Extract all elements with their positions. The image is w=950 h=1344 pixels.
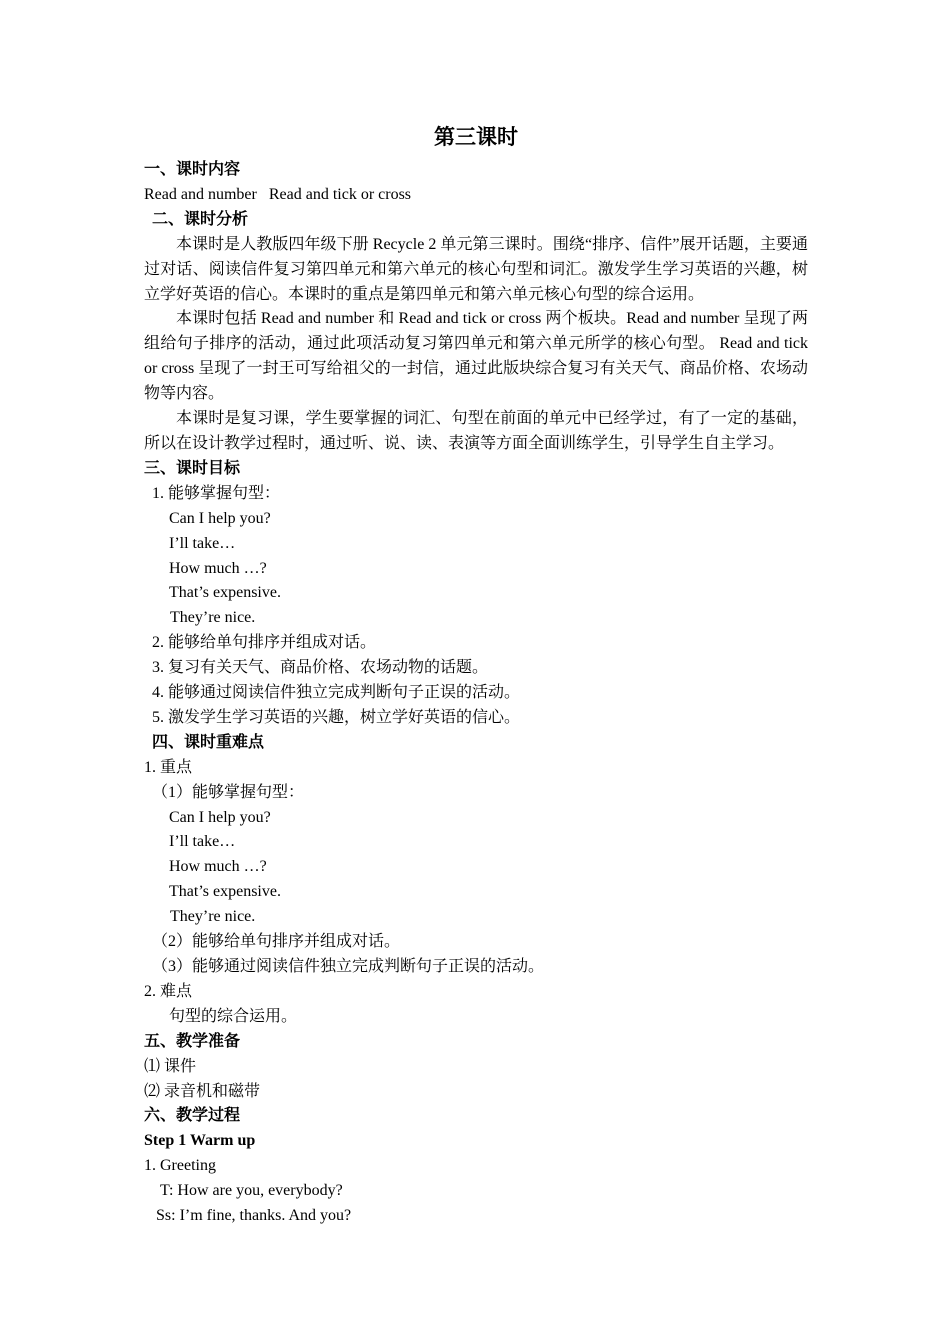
list-item: 2. 能够给单句排序并组成对话。 <box>152 634 377 652</box>
sentence-pattern: They’re nice. <box>170 908 256 926</box>
paragraph: 本课时包括 Read and number 和 Read and tick or cross 两个板块。Read and number 呈现了两组给句子排序的活动，通过此项活动复习第四单元和第六单元所学的核心句型。 Read and tick or cross 呈现了一封王可写给祖父的一封信，通过此版块综合复习有关天气、商品价格、农场动物等内容。 <box>144 310 808 403</box>
sentence-pattern: They’re nice. <box>170 609 256 627</box>
section-heading: 三、课时目标 <box>144 459 241 477</box>
sentence-pattern: That’s expensive. <box>169 883 281 901</box>
sub-heading: 2. 难点 <box>144 982 193 1000</box>
list-item: （1）能够掌握句型： <box>152 783 305 801</box>
document-page <box>144 118 808 1229</box>
sentence-pattern: Can I help you? <box>169 509 271 527</box>
sentence-pattern: Can I help you? <box>169 808 271 826</box>
sentence-pattern: I’ll take… <box>169 833 236 851</box>
dialogue-line: T: How are you, everybody? <box>160 1182 343 1200</box>
section-heading: 六、教学过程 <box>144 1107 241 1125</box>
paragraph: 本课时是复习课，学生要掌握的词汇、句型在前面的单元中已经学过，有了一定的基础，所以在设计教学过程时，通过听、说、读、表演等方面全面训练学生，引导学生自主学习。 <box>144 410 808 452</box>
step-heading: Step 1 Warm up <box>144 1132 256 1150</box>
sentence-pattern: I’ll take… <box>169 534 236 552</box>
sentence-pattern: That’s expensive. <box>169 584 281 602</box>
page-title: 第三课时 <box>434 125 518 149</box>
sentence-pattern: How much …? <box>169 858 267 876</box>
section-heading: 五、教学准备 <box>144 1032 241 1050</box>
sentence-pattern: How much …? <box>169 559 267 577</box>
section-heading: 二、课时分析 <box>152 210 249 228</box>
list-item: ⑵ 录音机和磁带 <box>144 1082 261 1100</box>
paragraph: 本课时是人教版四年级下册 Recycle 2 单元第三课时。围绕“排序、信件”展开话题，主要通过对话、阅读信件复习第四单元和第六单元的核心句型和词汇。激发学生学习英语的兴趣，树立学好英语的信心。本课时的重点是第四单元和第六单元核心句型的综合运用。 <box>144 235 808 303</box>
section-heading: 四、课时重难点 <box>152 733 265 751</box>
sub-heading: 1. 重点 <box>144 758 193 776</box>
list-item: （2）能够给单句排序并组成对话。 <box>152 933 401 951</box>
list-item: ⑴ 课件 <box>144 1057 197 1075</box>
list-item: 1. 能够掌握句型： <box>152 484 281 502</box>
list-item: 5. 激发学生学习英语的兴趣，树立学好英语的信心。 <box>152 708 521 726</box>
dialogue-line: Ss: I’m fine, thanks. And you? <box>156 1207 352 1225</box>
lesson-content: Read and number Read and tick or cross <box>144 185 412 203</box>
list-item: （3）能够通过阅读信件独立完成判断句子正误的活动。 <box>152 958 545 975</box>
list-item: 1. Greeting <box>144 1157 216 1175</box>
list-item: 3. 复习有关天气、商品价格、农场动物的话题。 <box>152 659 489 677</box>
list-item: 句型的综合运用。 <box>169 1007 298 1025</box>
section-heading: 一、课时内容 <box>144 161 241 178</box>
list-item: 4. 能够通过阅读信件独立完成判断句子正误的活动。 <box>152 684 521 702</box>
